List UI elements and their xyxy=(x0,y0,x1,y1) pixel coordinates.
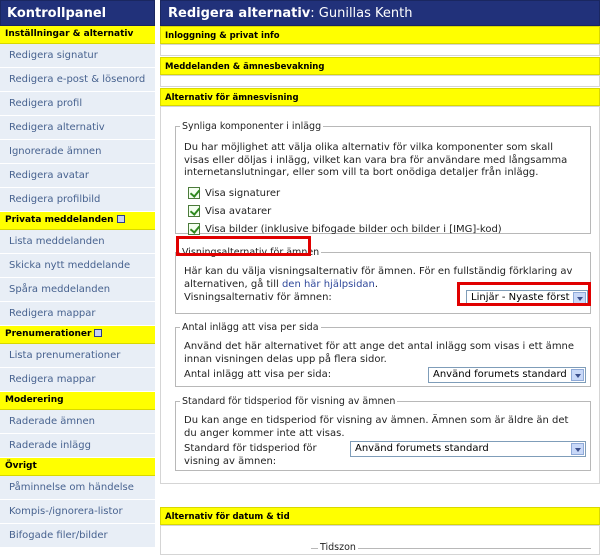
sidebar-item-edit-folders-pm[interactable]: Redigera mappar xyxy=(0,302,155,326)
sidebar-item-edit-email-password[interactable]: Redigera e-post & lösenord xyxy=(0,68,155,92)
section-messages-subscriptions[interactable]: Meddelanden & ämnesbevakning xyxy=(160,57,600,75)
highlight-select-annotation xyxy=(457,282,591,306)
default-period-label: Standard för tidsperiod för visning av ämnen: xyxy=(184,443,317,467)
sidebar-item-edit-folders-subs[interactable]: Redigera mappar xyxy=(0,368,155,392)
description-line: Använd det här alternativet för att ange det antal inlägg som visas i ett ämne xyxy=(184,341,575,352)
description-line: Du har möjlighet att välja olika alternativ för vilka komponenter som skall xyxy=(184,142,553,153)
display-mode-select[interactable]: Linjär - Nyaste först xyxy=(466,290,588,306)
visible-components-legend: Synliga komponenter i inlägg xyxy=(182,121,322,132)
show-signatures-checkbox[interactable]: Visa signaturer xyxy=(188,186,280,200)
checkbox-checked-icon[interactable] xyxy=(188,187,200,199)
sidebar-group-heading-subscriptions[interactable]: Prenumerationer xyxy=(0,326,155,344)
sidebar-item-edit-profile-picture[interactable]: Redigera profilbild xyxy=(0,188,155,212)
sidebar-item-deleted-threads[interactable]: Raderade ämnen xyxy=(0,410,155,434)
posts-per-page-label: Antal inlägg att visa per sida: xyxy=(184,369,332,380)
sidebar-item-list-subscriptions[interactable]: Lista prenumerationer xyxy=(0,344,155,368)
timezone-legend: Tidszon xyxy=(320,542,356,553)
default-period-select[interactable]: Använd forumets standard xyxy=(350,441,586,457)
posts-per-page-description xyxy=(184,341,574,366)
sidebar-group-heading-settings: Inställningar & alternativ xyxy=(0,26,155,44)
description-line: visas eller döljas i inlägg, vilket kan vara bra för användare med långsamma xyxy=(184,154,568,166)
sidebar-group-heading-misc: Övrigt xyxy=(0,458,155,476)
visible-components-fieldset xyxy=(175,121,591,234)
sidebar-item-list-messages[interactable]: Lista meddelanden xyxy=(0,230,155,254)
section-spacer xyxy=(160,75,600,87)
checkbox-checked-icon[interactable] xyxy=(188,223,200,235)
description-line: alternativen, gå till den här hjälpsidan. xyxy=(184,278,379,290)
sidebar-group-heading-moderation: Moderering xyxy=(0,392,155,410)
checkbox-checked-icon[interactable] xyxy=(188,205,200,217)
description-line: innan visningen delas upp på flera sidor. xyxy=(184,353,387,365)
section-spacer xyxy=(160,44,600,56)
help-page-link[interactable]: den här hjälpsidan xyxy=(281,278,375,290)
visible-components-description xyxy=(184,142,567,180)
section-login-privacy[interactable]: Inloggning & privat info xyxy=(160,26,600,44)
collapse-icon[interactable] xyxy=(94,329,102,337)
sidebar-item-attachments[interactable]: Bifogade filer/bilder xyxy=(0,524,155,548)
sidebar-item-edit-signature[interactable]: Redigera signatur xyxy=(0,44,155,68)
sidebar-item-deleted-posts[interactable]: Raderade inlägg xyxy=(0,434,155,458)
section-date-time[interactable]: Alternativ för datum & tid xyxy=(160,507,600,525)
sidebar-item-event-reminders[interactable]: Påminnelse om händelse xyxy=(0,476,155,500)
sidebar-item-edit-options[interactable]: Redigera alternativ xyxy=(0,116,155,140)
sidebar-item-edit-profile[interactable]: Redigera profil xyxy=(0,92,155,116)
description-line: du anger kommer inte att visas. xyxy=(184,427,345,439)
sidebar-item-ignored-threads[interactable]: Ignorerade ämnen xyxy=(0,140,155,164)
default-period-description xyxy=(184,415,568,440)
sidebar-group-heading-private-messages[interactable]: Privata meddelanden xyxy=(0,212,155,230)
collapse-icon[interactable] xyxy=(117,215,125,223)
highlight-legend-annotation xyxy=(176,236,311,256)
description-line: internetanslutningar, eller som vill ta bort onödiga detaljer från inlägg. xyxy=(184,167,539,178)
show-avatars-checkbox[interactable]: Visa avatarer xyxy=(188,204,271,218)
sidebar-item-edit-avatar[interactable]: Redigera avatar xyxy=(0,164,155,188)
page-title: Redigera alternativ: Gunillas Kenth xyxy=(160,0,600,26)
display-mode-legend: Visningsalternativ för ämnen xyxy=(182,247,320,258)
dropdown-arrow-icon[interactable] xyxy=(571,443,584,455)
posts-per-page-select[interactable]: Använd forumets standard xyxy=(428,367,586,383)
description-line: Här kan du välja visningsalternativ för ämnen. För en fullständig förklaring av xyxy=(184,266,573,277)
sidebar-item-track-messages[interactable]: Spåra meddelanden xyxy=(0,278,155,302)
display-mode-label: Visningsalternativ för ämnen: xyxy=(184,292,332,303)
control-panel-sidebar xyxy=(0,0,155,555)
sidebar-item-buddy-ignore-lists[interactable]: Kompis-/ignorera-listor xyxy=(0,500,155,524)
default-period-fieldset xyxy=(175,396,591,471)
edit-options-panel xyxy=(160,0,600,555)
posts-per-page-fieldset xyxy=(175,322,591,387)
posts-per-page-legend: Antal inlägg att visa per sida xyxy=(182,322,319,333)
sidebar-title: Kontrollpanel xyxy=(0,0,155,26)
description-line: Du kan ange en tidsperiod för visning av ämnen. Ämnen som är äldre än det xyxy=(184,415,569,426)
dropdown-arrow-icon[interactable] xyxy=(571,369,584,381)
sidebar-item-send-message[interactable]: Skicka nytt meddelande xyxy=(0,254,155,278)
default-period-legend: Standard för tidsperiod för visning av ämnen xyxy=(182,396,396,407)
show-images-checkbox[interactable]: Visa bilder (inklusive bifogade bilder och bilder i [IMG]-kod) xyxy=(188,222,502,236)
section-thread-display[interactable]: Alternativ för ämnesvisning xyxy=(160,88,600,106)
date-time-options-box xyxy=(160,525,600,555)
